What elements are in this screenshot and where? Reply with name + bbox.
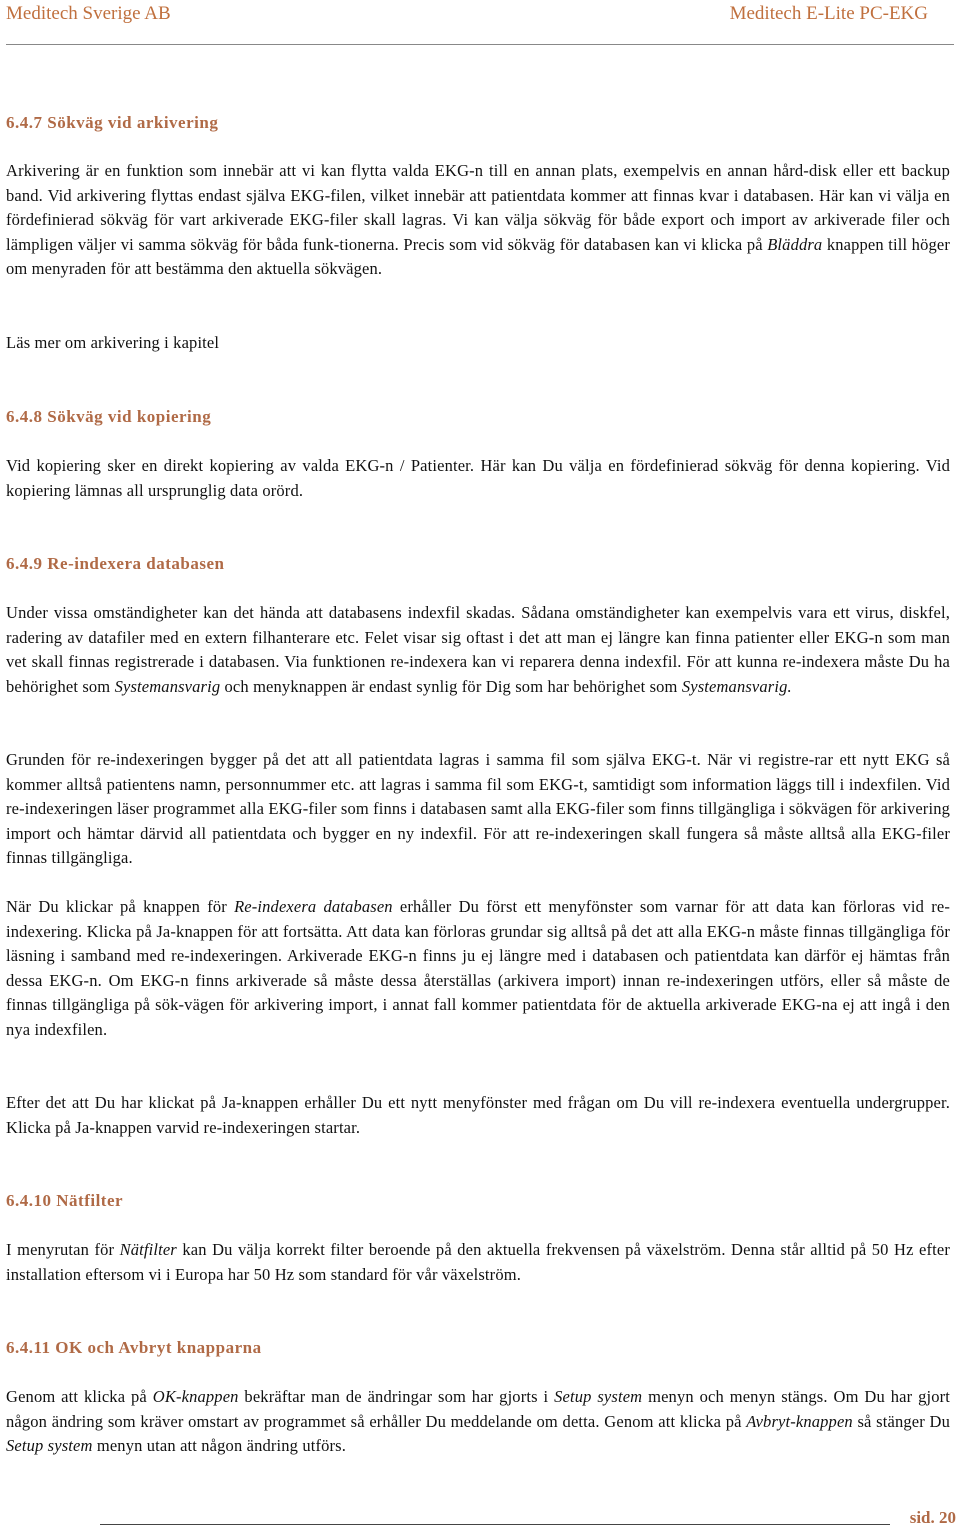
text-run: Arkivering är en funktion som innebär att vi kan flytta valda EKG-n till en annan plats, exempelvis en annan hård-disk eller ett backup band. Vid arkivering flyttas endast själva EKG-filen, vilket innebär att patientdata kommer att finnas kvar i databasen. Här kan vi välja en fördefinierad sökväg för vart arkiverade EKG-filer skall lagras. Vi kan välja sökväg för både export och import av arkiverade filer och lämpligen väljer vi samma sökväg för båda funk-tionerna. Precis som vid sökväg för databasen kan vi klicka på [6,161,950,254]
paragraph-reindex-warning [6,895,950,1042]
text-run: erhåller Du först ett menyfönster som varnar för att data kan förloras vid re-indexering. Klicka på Ja-knappen för att fortsätta. Att data kan förloras grundar sig alltså på det att alla EKG-n måste finnas tillgängliga för läsning i samband med re-indexeringen. Arkiverade EKG-n finns ju ej längre med i databasen och patientdata kan därför ej hämtas från dessa EKG-n. Om EKG-n finns arkiverade så måste dessa återställas (arkivera import) innan re-indexeringen utförs, eller så måste de finnas tillgängliga på sök-vägen för arkivering import, i annat fall kommer patientdata för de aktuella arkiverade EKG-na ej att ingå i den nya indexfilen. [6,897,950,1039]
text-run: När Du klickar på knappen för [6,897,235,916]
section-heading-6-4-8: 6.4.8 Sökväg vid kopiering [6,407,212,426]
text-emphasis: Setup system [6,1436,93,1455]
paragraph-reindex-intro [6,601,950,699]
text-emphasis: OK-knappen [152,1387,239,1406]
paragraph-archiving [6,159,950,282]
text-emphasis: Re-indexera databasen [234,897,393,916]
footer-divider [100,1524,890,1525]
text-run: menyn och menyn stängs. Om Du har gjort någon ändring som kräver omstart av programmet så erhåller Du meddelande om detta. Genom att klicka på [6,1387,950,1431]
text-run: så stänger Du [852,1411,950,1431]
text-run: Under vissa omständigheter kan det hända att databasens indexfil skadas. Sådana omständigheter kan exempelvis vara ett virus, diskfel, radering av datafiler med en extern filhanterare etc. Felet visar sig oftast i det att man ej längre kan finna patienter eller EKG-n som man vet skall finnas registrerade i databasen. Via funktionen re-indexera kan vi reparera denna indexfil. För att kunna re-indexera måste Du ha behörighet som [6,603,950,696]
text-emphasis: Bläddra [767,234,823,254]
text-emphasis: Setup system [554,1387,643,1406]
text-emphasis: Nätfilter [119,1240,177,1259]
text-emphasis: Systemansvarig [114,676,221,696]
section-heading-6-4-10: 6.4.10 Nätfilter [6,1191,124,1210]
paragraph-reindex-subgroups: Efter det att Du har klickat på Ja-knappen erhåller Du ett nytt menyfönster med frågan om Du vill re-indexera eventuella undergrupper. Klicka på Ja-knappen varvid re-indexeringen startar. [6,1093,950,1137]
paragraph-copying: Vid kopiering sker en direkt kopiering av valda EKG-n / Patienter. Här kan Du välja en fördefinierad sökväg för denna kopiering. Vid kopiering lämnas all ursprunglig data orörd. [6,456,950,500]
text-run: och menyknappen är endast synlig för Dig som har behörighet som [220,676,682,696]
text-emphasis: Systemansvarig. [681,676,792,696]
section-heading-6-4-7: 6.4.7 Sökväg vid arkivering [6,113,219,132]
section-heading-6-4-11: 6.4.11 OK och Avbryt knapparna [6,1338,262,1357]
paragraph-read-more: Läs mer om arkivering i kapitel [6,333,220,352]
page-header [6,3,954,29]
text-run: I menyrutan för [6,1240,120,1259]
paragraph-net-filter [6,1238,950,1287]
company-name: Meditech Sverige AB [6,3,171,24]
header-divider [6,44,954,45]
page-number: sid. 20 [909,1508,956,1527]
section-heading-6-4-9: 6.4.9 Re-indexera databasen [6,554,225,573]
text-run: menyn utan att någon ändring utförs. [92,1436,347,1455]
text-run: kan Du välja korrekt filter beroende på den aktuella frekvensen på växelström. Denna står alltid på 50 Hz efter installation eftersom vi i Europa har 50 Hz som standard för vår växelström. [6,1240,950,1284]
paragraph-ok-cancel [6,1385,950,1459]
product-name: Meditech E-Lite PC-EKG [729,3,928,24]
text-run: knappen till höger om menyraden för att bestämma den aktuella sökvägen. [6,234,951,278]
text-run: bekräftar man de ändringar som har gjorts i [238,1387,555,1406]
paragraph-reindex-basis: Grunden för re-indexeringen bygger på det att all patientdata lagras i samma fil som själva EKG-t. När vi registre-rar ett nytt EKG så kommer alltså patientens namn, personnummer etc. att lagras i samma fil som EKG-t, samtidigt som information läggs till i indexfilen. Vid re-indexeringen läser programmet alla EKG-filer som finns i databasen samt alla EKG-filer som finns tillgängliga i sökvägen för arkivering import och hämtar därvid all patientdata och bygger en ny indexfil. För att re-indexeringen skall fungera så måste alltså alla EKG-filer finnas tillgängliga. [6,750,950,867]
text-run: Genom att klicka på [6,1387,153,1406]
text-emphasis: Avbryt-knappen [746,1411,853,1431]
